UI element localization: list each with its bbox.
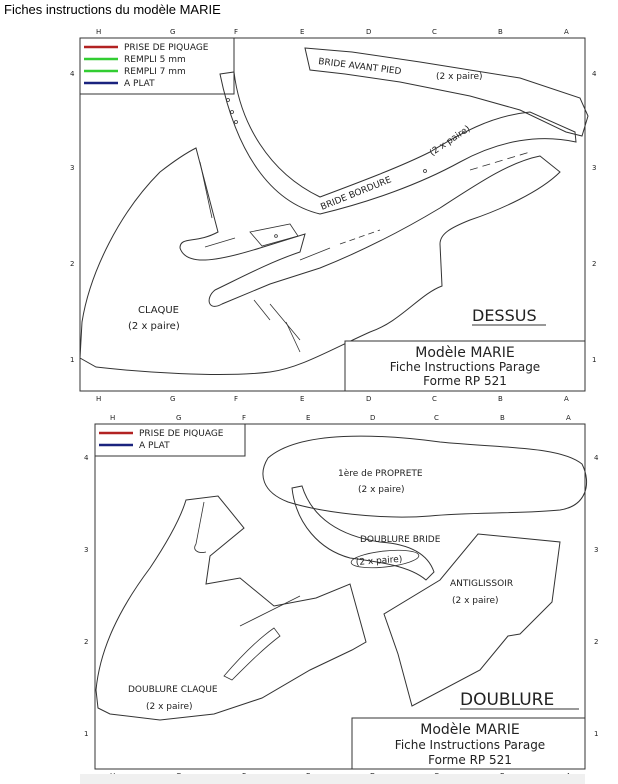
row-number: 3 xyxy=(84,546,89,554)
legend-dessus xyxy=(80,38,234,94)
title-block-line2: Fiche Instructions Parage xyxy=(394,738,546,752)
row-number: 1 xyxy=(70,356,75,364)
label-bride-bordure: BRIDE BORDURE xyxy=(319,175,394,213)
column-ruler-top xyxy=(96,28,569,36)
section-label-dessus: DESSUS xyxy=(472,306,537,325)
label-premiere-proprete-qty: (2 x paire) xyxy=(358,485,405,495)
col-letter: C xyxy=(434,414,439,422)
row-ruler-right xyxy=(592,70,597,364)
legend-label: REMPLI 5 mm xyxy=(124,55,186,65)
row-ruler-left xyxy=(84,454,89,738)
label-doublure-bride: DOUBLURE BRIDE xyxy=(360,535,441,545)
piece-antiglissoir xyxy=(384,534,560,706)
col-letter: H xyxy=(96,395,102,403)
row-number: 2 xyxy=(592,260,597,268)
col-letter: A xyxy=(566,414,571,422)
piece-bride-bordure xyxy=(220,72,576,214)
title-block-line2: Fiche Instructions Parage xyxy=(389,360,541,374)
col-letter: G xyxy=(176,414,182,422)
col-letter: F xyxy=(234,395,239,403)
legend-label: REMPLI 7 mm xyxy=(124,67,186,77)
row-number: 4 xyxy=(594,454,599,462)
col-letter: A xyxy=(564,28,569,36)
pattern-sheet-doublure xyxy=(0,408,618,780)
label-antiglissoir-qty: (2 x paire) xyxy=(452,596,499,606)
document-title: Fiches instructions du modèle MARIE xyxy=(4,2,221,17)
pattern-drawing-dessus xyxy=(0,22,618,407)
pattern-sheet-dessus xyxy=(0,22,618,407)
col-letter: C xyxy=(432,28,437,36)
section-label-doublure: DOUBLURE xyxy=(460,690,555,710)
col-letter: H xyxy=(110,414,116,422)
label-bride-avant-pied: BRIDE AVANT PIED xyxy=(317,57,402,78)
legend-doublure xyxy=(95,424,245,456)
legend-label: A PLAT xyxy=(124,79,155,89)
row-number: 2 xyxy=(594,638,599,646)
row-ruler-left xyxy=(70,70,75,364)
col-letter: D xyxy=(366,395,372,403)
row-number: 2 xyxy=(84,638,89,646)
row-number: 3 xyxy=(592,164,597,172)
row-ruler-right xyxy=(594,454,599,738)
col-letter: F xyxy=(242,414,247,422)
title-block-line3: Forme RP 521 xyxy=(428,753,512,767)
label-claque-qty: (2 x paire) xyxy=(128,321,180,332)
col-letter: C xyxy=(432,395,437,403)
col-letter: B xyxy=(498,28,503,36)
row-number: 4 xyxy=(592,70,597,78)
col-letter: E xyxy=(306,414,311,422)
label-bride-avant-pied-qty: (2 x paire) xyxy=(436,72,483,82)
label-premiere-proprete: 1ère de PROPRETE xyxy=(338,469,423,479)
column-ruler-bottom xyxy=(96,395,569,403)
scan-edge-strip xyxy=(80,774,585,784)
col-letter: A xyxy=(564,395,569,403)
title-block-doublure xyxy=(352,718,585,769)
row-number: 1 xyxy=(594,730,599,738)
pattern-drawing-doublure xyxy=(0,408,618,780)
col-letter: B xyxy=(498,395,503,403)
legend-label: PRISE DE PIQUAGE xyxy=(139,429,224,439)
label-claque: CLAQUE xyxy=(138,305,179,316)
row-number: 3 xyxy=(594,546,599,554)
col-letter: B xyxy=(500,414,505,422)
col-letter: D xyxy=(370,414,376,422)
col-letter: F xyxy=(234,28,239,36)
col-letter: G xyxy=(170,28,176,36)
title-block-dessus xyxy=(345,341,585,391)
row-number: 1 xyxy=(592,356,597,364)
row-number: 2 xyxy=(70,260,75,268)
label-doublure-claque-qty: (2 x paire) xyxy=(146,702,193,712)
row-number: 3 xyxy=(70,164,75,172)
legend-label: A PLAT xyxy=(139,441,170,451)
title-block-line1: Modèle MARIE xyxy=(415,345,515,361)
label-doublure-bride-qty: (2 x paire) xyxy=(355,554,403,568)
row-number: 4 xyxy=(84,454,89,462)
row-number: 1 xyxy=(84,730,89,738)
legend-label: PRISE DE PIQUAGE xyxy=(124,43,209,53)
col-letter: D xyxy=(366,28,372,36)
label-bride-bordure-qty: (2 x paire) xyxy=(428,124,473,159)
title-block-line1: Modèle MARIE xyxy=(420,722,520,738)
col-letter: H xyxy=(96,28,102,36)
col-letter: G xyxy=(170,395,176,403)
label-doublure-claque: DOUBLURE CLAQUE xyxy=(128,685,218,695)
label-antiglissoir: ANTIGLISSOIR xyxy=(450,579,514,589)
row-number: 4 xyxy=(70,70,75,78)
col-letter: E xyxy=(300,28,305,36)
col-letter: E xyxy=(300,395,305,403)
column-ruler-top xyxy=(110,414,571,422)
title-block-line3: Forme RP 521 xyxy=(423,374,507,388)
